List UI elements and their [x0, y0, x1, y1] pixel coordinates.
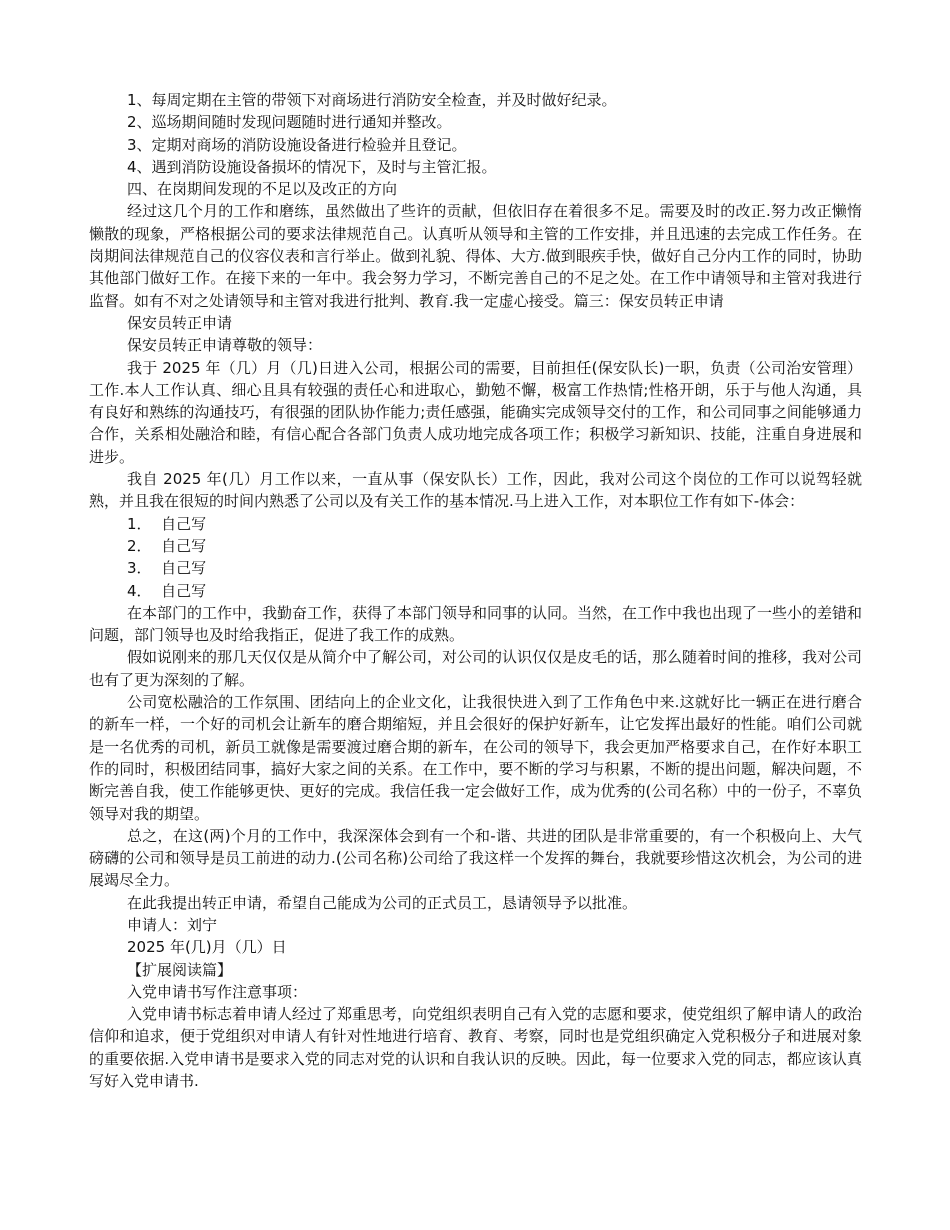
paragraph-shortcomings: 经过这几个月的工作和磨练，虽然做出了些许的贡献，但依旧存在着很多不足。需要及时的改正.努力改正懒惰懒散的现象，严格根据公司的要求法律规范自己。认真听从领导和主管的工作安排，并且迅速的去完成工作任务。在岗期间法律规范自己的仪容仪表和言行举止。做到礼貌、得体、大方.做到眼疾手快，做好自己分内工作的同时，协助其他部门做好工作。在接下来的一年中。我会努力学习，不断完善自己的不足之处。在工作中请领导和主管对我进行监督。如有不对之处请领导和主管对我进行批判、教育.我一定虚心接受。篇三：保安员转正申请 — [89, 202, 862, 310]
application-date: 2025 年(几)月（几）日 — [127, 938, 287, 957]
paragraph-department: 在本部门的工作中，我勤奋工作，获得了本部门领导和同事的认同。当然，在工作中我也出现了一些小的差错和问题，部门领导也及时给我指正，促进了我工作的成熟。 — [89, 603, 863, 645]
numbered-item-3: 3． 自己写 — [127, 559, 207, 578]
list-item-1: 1、每周定期在主管的带领下对商场进行消防安全检查，并及时做好纪录。 — [127, 91, 617, 109]
list-item-3: 3、定期对商场的消防设施设备进行检验并且登记。 — [127, 135, 467, 154]
paragraph-understanding: 假如说刚来的那几天仅仅是从简介中了解公司，对公司的认识仅仅是皮毛的话，那么随着时间的推移，我对公司也有了更为深刻的了解。 — [89, 648, 863, 689]
paragraph-work-since: 我自 2025 年(几）月工作以来，一直从事（保安队长）工作，因此，我对公司这个岗位的工作可以说驾轻就熟，并且我在很短的时间内熟悉了公司以及有关工作的基本情况.马上进入工作，对本职位工作有如下-体会： — [89, 470, 862, 511]
section-heading-four: 四、在岗期间发现的不足以及改正的方向 — [127, 180, 398, 199]
list-item-2: 2、巡场期间随时发现问题随时进行通知并整改。 — [127, 113, 452, 132]
extended-reading-heading: 【扩展阅读篇】 — [127, 960, 233, 979]
numbered-item-1: 1． 自己写 — [127, 514, 207, 533]
numbered-item-2: 2． 自己写 — [127, 536, 207, 555]
list-item-4: 4、遇到消防设施设备损坏的情况下，及时与主管汇报。 — [127, 157, 497, 176]
paragraph-culture: 公司宽松融洽的工作氛围、团结向上的企业文化，让我很快进入到了工作角色中来.这就好比一辆正在进行磨合的新车一样，一个好的司机会让新车的磨合期缩短，并且会很好的保护好新车，让它发挥出最好的性能。咱们公司就是一名优秀的司机，新员工就像是需要渡过磨合期的新车，在公司的领导下，我会更加严格要求自己，在作好本职工作的同时，积极团结同事，搞好大家之间的关系。在工作中，要不断的学习与积累，不断的提出问题，解决问题，不断完善自我，使工作能够更快、更好的完成。我信任我一定会做好工作，成为优秀的(公司名称）中的一份子，不辜负领导对我的期望。 — [89, 693, 862, 823]
numbered-item-4: 4． 自己写 — [127, 581, 207, 600]
application-title: 保安员转正申请 — [127, 313, 233, 332]
paragraph-party-application: 入党申请书标志着申请人经过了郑重思考，向党组织表明自己有入党的志愿和要求，使党组织了解申请人的政治信仰和追求，便于党组织对申请人有针对性地进行培育、教育、考察，同时也是党组织确定入党积极分子和进展对象的重要依据.入党申请书是要求入党的同志对党的认识和自我认识的反映。因此，每一位要求入党的同志，都应该认真写好入党申请书. — [89, 1005, 863, 1091]
applicant-name: 申请人：刘宁 — [127, 915, 218, 934]
paragraph-intro: 我于 2025 年（几）月（几)日进入公司，根据公司的需要，目前担任(保安队长)一职，负责（公司治安管理）工作.本人工作认真、细心且具有较强的责任心和进取心，勤勉不懈，极富工作热情;性格开朗，乐于与他人沟通，具有良好和熟练的沟通技巧，有很强的团队协作能力;责任感强，能确实完成领导交付的工作，和公司同事之间能够通力合作，关系相处融洽和睦，有信心配合各部门负责人成功地完成各项工作；积极学习新知识、技能，注重自身进展和进步。 — [89, 358, 862, 466]
paragraph-summary: 总之，在这(两)个月的工作中，我深深体会到有一个和-谐、共进的团队是非常重要的，有一个积极向上、大气磅礴的公司和领导是员工前进的动力.(公司名称)公司给了我这样一个发挥的舞台，我就要珍惜这次机会，为公司的进展竭尽全力。 — [89, 826, 862, 890]
salutation: 保安员转正申请尊敬的领导： — [127, 336, 323, 355]
paragraph-request: 在此我提出转正申请，希望自己能成为公司的正式员工，恳请领导予以批准。 — [127, 893, 638, 912]
notes-heading: 入党申请书写作注意事项： — [127, 982, 308, 1001]
